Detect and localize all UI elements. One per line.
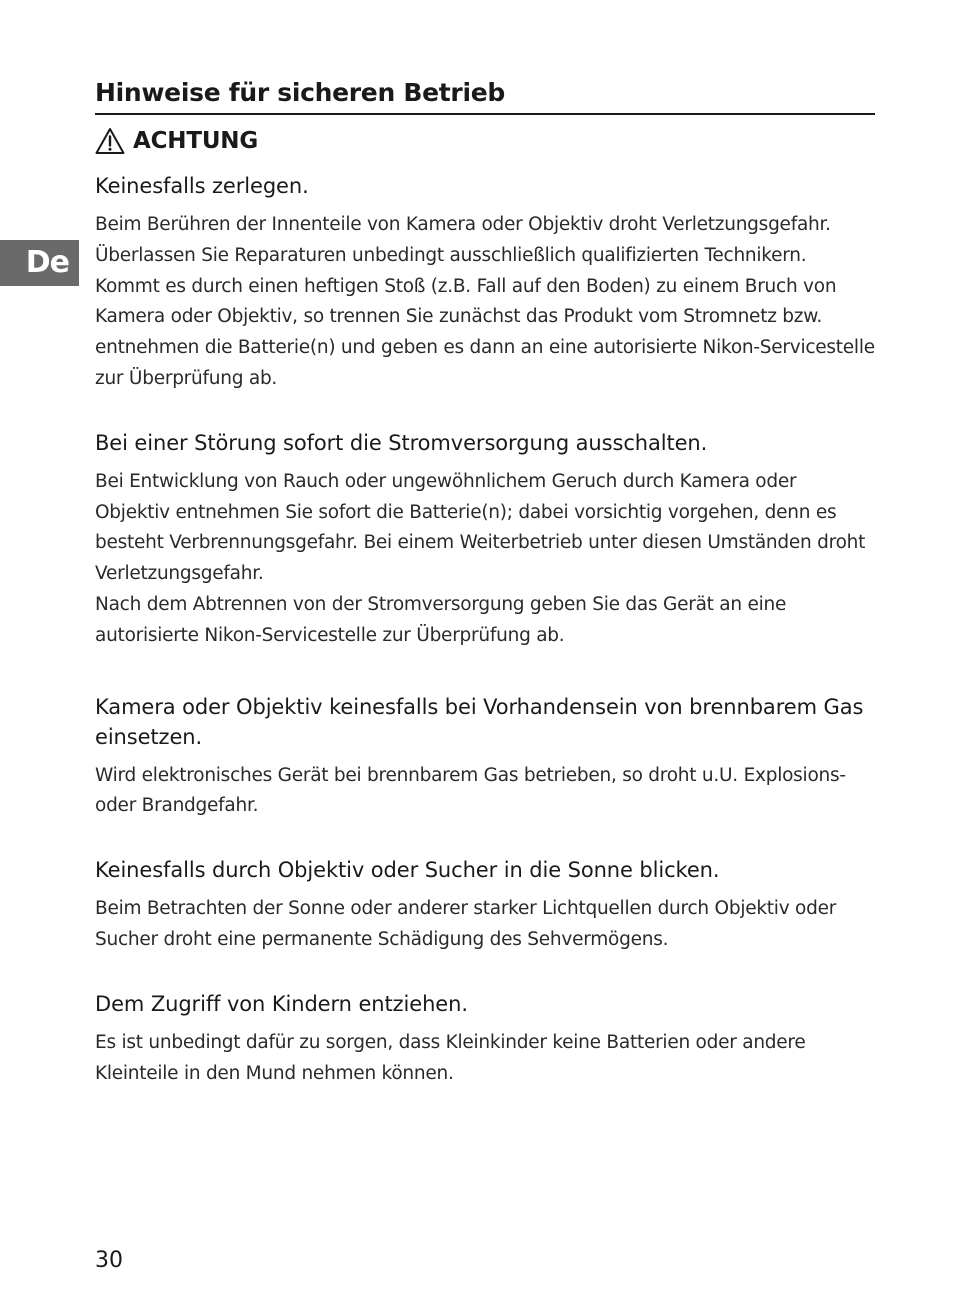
warning-label: ACHTUNG xyxy=(133,128,259,154)
section-paragraph: Bei Entwicklung von Rauch oder ungewöhnlichem Geruch durch Kamera oder Objektiv entnehmen Sie sofort die Batterie(n); dabei vorsichtig vorgehen, denn es besteht Verbrennungsgefahr. Bei einem Weiterbetrieb unter diesen Umständen droht Verletzungsgefahr. xyxy=(95,470,866,585)
section-body xyxy=(95,761,875,823)
section-sun xyxy=(95,855,875,956)
page-content xyxy=(95,76,875,1089)
section-body xyxy=(95,467,875,652)
section-paragraph: Beim Betrachten der Sonne oder anderer starker Lichtquellen durch Objektiv oder Sucher droht eine permanente Schädigung des Sehvermögens. xyxy=(95,898,837,950)
section-paragraph: Wird elektronisches Gerät bei brennbarem Gas betrieben, so droht u.U. Explosions- oder Brandgefahr. xyxy=(95,764,846,817)
page-title: Hinweise für sicheren Betrieb xyxy=(95,76,875,115)
warning-triangle-icon xyxy=(95,127,125,155)
section-power-off xyxy=(95,428,875,652)
section-body xyxy=(95,894,875,956)
section-children xyxy=(95,989,875,1090)
language-tab: De xyxy=(0,240,79,286)
section-heading: Kamera oder Objektiv keinesfalls bei Vorhandensein von brennbarem Gas einsetzen. xyxy=(95,694,864,749)
section-paragraph: Es ist unbedingt dafür zu sorgen, dass Kleinkinder keine Batterien oder andere Kleinteile in den Mund nehmen können. xyxy=(95,1031,806,1084)
page-number: 30 xyxy=(95,1248,123,1273)
warning-header xyxy=(95,123,875,159)
section-heading: Keinesfalls zerlegen. xyxy=(95,174,309,198)
section-flammable-gas xyxy=(95,692,875,823)
section-heading: Dem Zugriff von Kindern entziehen. xyxy=(95,991,468,1016)
section-heading: Bei einer Störung sofort die Stromversorgung ausschalten. xyxy=(95,430,708,455)
section-heading: Keinesfalls durch Objektiv oder Sucher in die Sonne blicken. xyxy=(95,858,720,883)
section-paragraph: Nach dem Abtrennen von der Stromversorgung geben Sie das Gerät an eine autorisierte Nikon-Servicestelle zur Überprüfung ab. xyxy=(95,593,787,646)
section-paragraph: Beim Berühren der Innenteile von Kamera oder Objektiv droht Verletzungsgefahr. Überlassen Sie Reparaturen unbedingt ausschließlich qualifizierten Technikern. Kommt es durch einen heftigen Stoß (z.B. Fall auf den Boden) zu einem Bruch von Kamera oder Objektiv, so trennen Sie zunächst das Produkt vom Stromnetz bzw. entnehmen die Batterie(n) und geben es dann an eine autorisierte Nikon-Servicestelle zur Überprüfung ab. xyxy=(95,214,875,389)
section-body xyxy=(95,210,875,395)
section-body xyxy=(95,1028,875,1090)
section-disassembly xyxy=(95,171,875,395)
